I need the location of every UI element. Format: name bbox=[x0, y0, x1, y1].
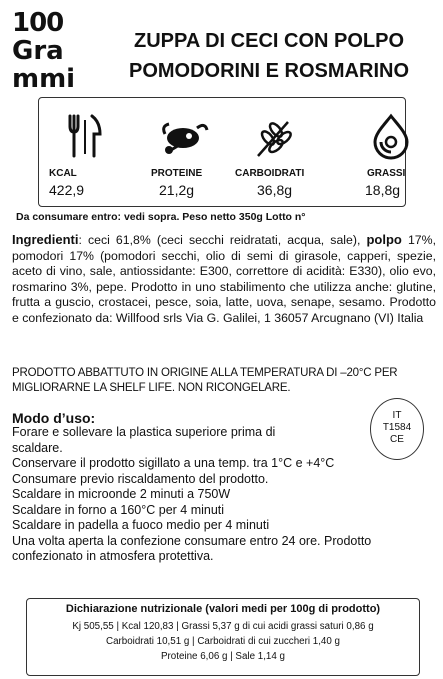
logo-line-3: mmi bbox=[12, 64, 76, 94]
usage-instructions bbox=[12, 425, 372, 565]
nutrition-fat bbox=[329, 98, 419, 206]
frozen-notice: PRODOTTO ABBATTUTO IN ORIGINE ALLA TEMPERATURA DI –20°C PER MIGLIORARNE LA SHELF LIFE. NON RICONGELARE. bbox=[12, 367, 398, 394]
product-title bbox=[104, 26, 434, 86]
logo-line-2: Gra bbox=[12, 36, 64, 66]
protein-label: PROTEINE bbox=[151, 168, 203, 179]
nutrition-summary-box bbox=[38, 97, 406, 207]
title-line-1: ZUPPA DI CECI CON POLPO bbox=[133, 30, 405, 52]
declaration-row-1: Kj 505,55 | Kcal 120,83 | Grassi 5,37 g di cui acidi grassi saturi 0,86 g bbox=[72, 621, 374, 632]
ingredients-part-1: : ceci 61,8% (ceci secchi reidratati, acqua, sale), bbox=[78, 233, 367, 247]
carbs-value: 36,8g bbox=[257, 182, 293, 198]
protein-icon bbox=[153, 112, 213, 160]
consume-by-line: Da consumare entro: vedi sopra. Peso netto 350g Lotto n° bbox=[16, 211, 306, 223]
title-line-2: POMODORINI E ROSMARINO bbox=[128, 60, 409, 82]
drop-icon bbox=[367, 112, 415, 160]
usage-line: Consumare previo riscaldamento del prodotto. bbox=[12, 471, 269, 486]
logo-line-1: 100 bbox=[12, 8, 64, 38]
wheat-icon bbox=[250, 112, 298, 160]
kcal-label: KCAL bbox=[49, 168, 77, 179]
ingredients-label: Ingredienti bbox=[12, 232, 79, 247]
usage-line: Forare e sollevare la plastica superiore prima di bbox=[12, 425, 276, 439]
declaration-row-3: Proteine 6,06 g | Sale 1,14 g bbox=[160, 651, 285, 662]
protein-value: 21,2g bbox=[159, 182, 195, 198]
seal-line-2: T1584 bbox=[382, 422, 412, 433]
usage-line: Scaldare in forno a 160°C per 4 minuti bbox=[12, 502, 225, 517]
nutrition-protein bbox=[145, 98, 235, 206]
usage-title: Modo d’uso: bbox=[12, 410, 96, 426]
seal-line-1: IT bbox=[392, 410, 402, 421]
ingredients-bold-octopus: polpo bbox=[366, 232, 402, 247]
kcal-value: 422,9 bbox=[49, 182, 85, 198]
nutrition-carbs bbox=[235, 98, 325, 206]
seal-line-3: CE bbox=[390, 434, 404, 445]
brand-logo bbox=[10, 8, 98, 98]
usage-line: Scaldare in padella a fuoco medio per 4 minuti bbox=[12, 518, 270, 532]
ingredients-part-2: 17%, pomodori 17% (pomodori secchi, olio di semi di girasole, capperi, spezie, aceto di vino, sale, antiossidante: E300, correttore di acidità: E330), olio evo, rosmarino 3%, pepe. Prodotto in uno stabilimento che utilizza anche: glutine, frutta a guscio, crostacei, pesce, soia, latte, uova, senape, sesamo. Prodotto e confezionato da: Willfood srls Via G. Galilei, 1 36057 Arcugnano (VI) Italia bbox=[12, 233, 436, 325]
ingredients-text bbox=[12, 232, 436, 326]
declaration-row-2: Carboidrati 10,51 g | Carboidrati di cui zuccheri 1,40 g bbox=[106, 636, 340, 647]
usage-line: Una volta aperta la confezione consumare entro 24 ore. Prodotto bbox=[12, 533, 372, 548]
usage-line: Conservare il prodotto sigillato a una temp. tra 1°C e +4°C bbox=[12, 456, 335, 470]
fat-value: 18,8g bbox=[365, 182, 401, 198]
nutrition-declaration-box bbox=[26, 598, 420, 676]
usage-line: confezionato in atmosfera protettiva. bbox=[12, 549, 214, 563]
nutrition-kcal bbox=[47, 98, 137, 206]
health-mark-seal bbox=[370, 398, 424, 460]
declaration-title: Dichiarazione nutrizionale (valori medi per 100g di prodotto) bbox=[65, 603, 381, 615]
fat-label: GRASSI bbox=[367, 168, 406, 179]
carbs-label: CARBOIDRATI bbox=[235, 168, 305, 179]
usage-line: Scaldare in microonde 2 minuti a 750W bbox=[12, 487, 231, 501]
cutlery-icon bbox=[62, 112, 110, 160]
usage-line: scaldare. bbox=[12, 440, 63, 455]
